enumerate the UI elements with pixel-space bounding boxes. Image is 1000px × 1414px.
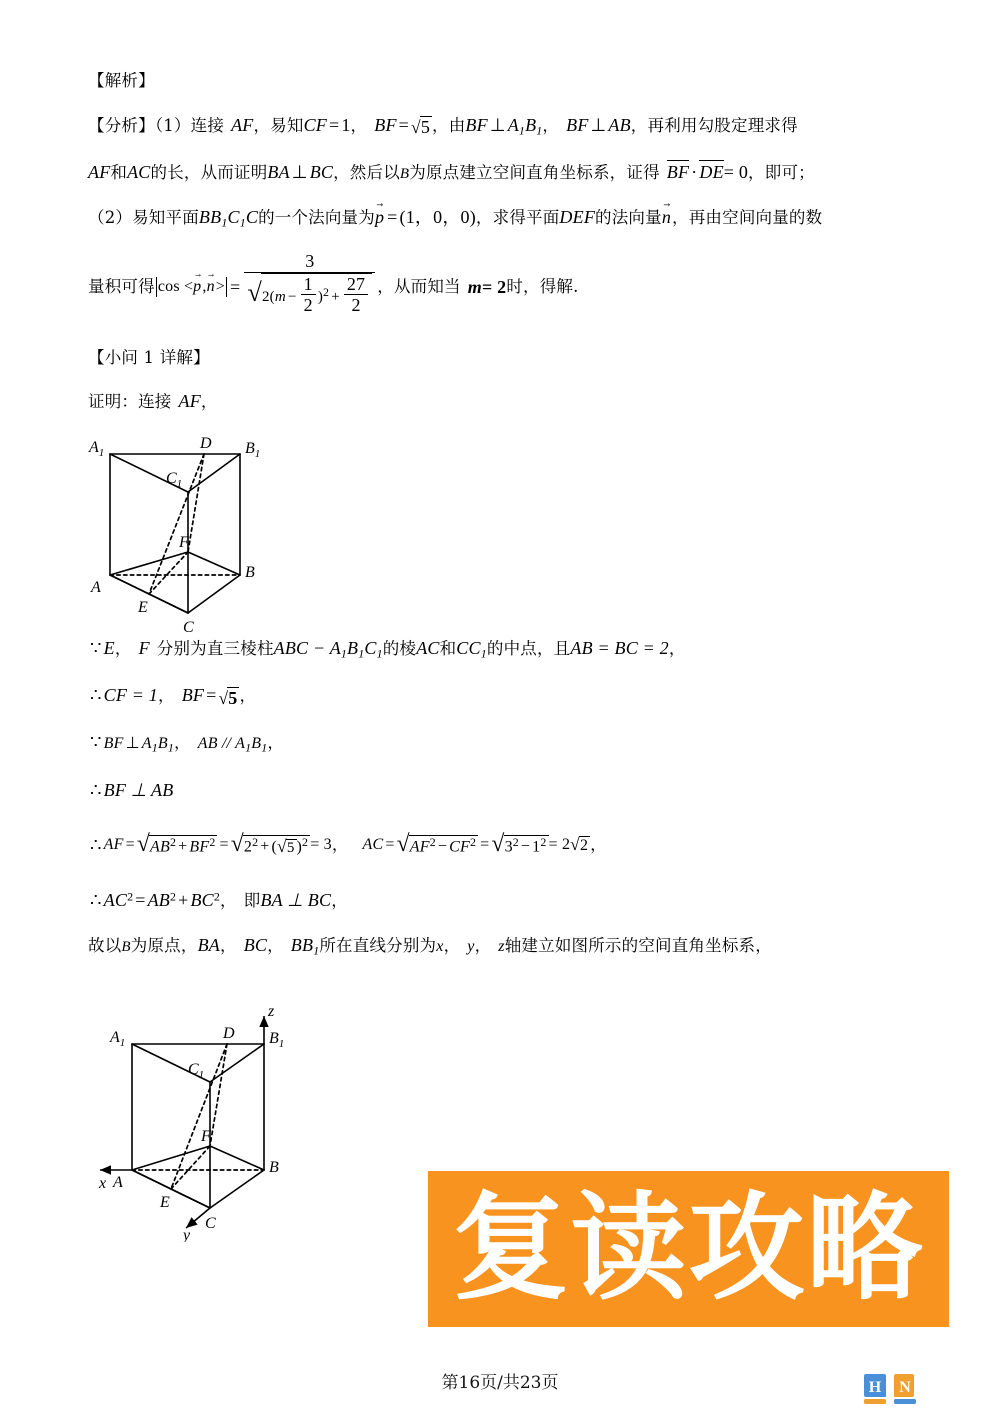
sqrt-ab2-bf2: $√AB^2 + BF^2$: [136, 831, 216, 858]
fig1-label-D: D: [200, 435, 212, 452]
fig2-label-C1: $C_1$: [188, 1061, 205, 1081]
fig2-label-C: C: [205, 1215, 216, 1232]
fig1-label-B1: $B_1$: [245, 440, 261, 460]
inner-sqrt-5: √5: [277, 836, 295, 857]
proof-intro: 证明：连接 AF，: [88, 391, 218, 412]
page-footer: [0, 1368, 1000, 1393]
figure-prism-2-axes: [86, 1000, 326, 1247]
fig2-label-y: y: [183, 1227, 191, 1242]
proof-line-1: ∵ E， F 分别为直三棱柱ABC − $A_1B_1C_1$的棱AC和$CC_1$的中点，且AB = BC = 2，: [90, 637, 686, 661]
logo-letter-h: H: [868, 1379, 882, 1396]
logo-letter-n: N: [899, 1379, 911, 1396]
publisher-logo: [862, 1368, 918, 1408]
fig2-label-E: E: [160, 1194, 170, 1211]
sqrt-5-proof: √5: [218, 687, 238, 708]
proof-line-3: ∵ BF ⊥ $A_1B_1$， AB // $A_1B_1$，: [90, 732, 285, 755]
fig1-label-F: F: [179, 534, 189, 551]
watermark-banner: [428, 1171, 949, 1327]
sqrt-3sq-minus-1sq: $√3^2 - 1^2$: [491, 831, 547, 858]
sqrt-2-final: √2: [570, 834, 589, 855]
abs-bar-right: [226, 277, 227, 297]
fig1-label-C1: $C_1$: [166, 470, 183, 490]
fig2-label-D: D: [223, 1025, 235, 1042]
one-half-fraction: $\frac{1}{2}$: [301, 274, 316, 316]
analysis-header: 【解析】: [88, 71, 155, 90]
fig2-label-x: x: [99, 1175, 107, 1192]
detail-header-1: 【小问 1 详解】: [88, 347, 210, 367]
fig2-label-z: z: [268, 1003, 275, 1020]
watermark-text: 复读攻略: [452, 1181, 925, 1316]
page-number-label: 第16页/共23页: [441, 1373, 559, 1393]
fig2-label-B: B: [269, 1159, 279, 1176]
figure-prism-1: [88, 432, 298, 642]
fig2-label-A1: $A_1$: [110, 1029, 126, 1049]
fig2-label-F: F: [201, 1128, 211, 1145]
fig1-label-A1: $A_1$: [89, 439, 105, 459]
fig1-label-E: E: [138, 599, 148, 616]
fig2-label-B1: $B_1$: [269, 1030, 285, 1050]
twentyseven-halves-fraction: $\frac{27}{2}$: [344, 274, 368, 316]
analysis-part1-line1: 【分析】（1）连接 AF，易知CF = 1， BF = √5 ，由BF ⊥ $A_1B_1$， BF ⊥ AB，再利用勾股定理求得: [88, 114, 798, 138]
cosine-fraction: 3 √2(m − $\frac{1}{2}$ )$^2$ + $\frac{27}{2}$: [244, 251, 375, 318]
analysis-part2-line1: （2）易知平面$BB_1C_1C$的一个法向量为p → = (1，0，0)，求得平面DEF的法向量n →，再由空间向量的数: [88, 208, 918, 229]
fig1-label-A: A: [91, 579, 101, 596]
proof-line-6: ∴ $AC^2 = AB^2 + BC^2$， 即BA ⊥ BC，: [90, 889, 348, 911]
proof-line-7: 故以B为原点，BA， BC， $BB_1$所在直线分别为x， y， z轴建立如图所示的空间直角坐标系，: [88, 934, 772, 957]
analysis-part1-line2: AF和AC的长，从而证明BA ⊥ BC，然后以B为原点建立空间直角坐标系，证得 BF · DE= 0，即可；: [88, 161, 815, 182]
sqrt-denominator: √2(m − $\frac{1}{2}$ )$^2$ + $\frac{27}{2}$: [247, 273, 372, 318]
fig2-label-A: A: [113, 1174, 123, 1191]
proof-line-2: ∴ CF = 1， BF = √5 ，: [90, 685, 257, 708]
abs-bar-left: [156, 277, 157, 297]
sqrt-5: √5: [411, 117, 431, 138]
fig1-label-B: B: [245, 564, 255, 581]
proof-line-5: ∴ AF = $√AB^2 + BF^2$ = $√2^2 + (√5$ )$^2$ = 3 ， AC = $√AF^2 - CF^2$ = $√3^2 - 1^2$ = 2 √2 ，: [90, 831, 607, 858]
analysis-part2-formula: 量积可得 cos < p → , n → > = 3 √2(m − $\frac{1}{2}$ )$^2$ + $\frac{27}{2}$ ，从而知当 m = 2 时，得解.: [88, 251, 918, 323]
proof-line-4: ∴ BF ⊥ AB: [90, 779, 174, 800]
fig1-label-C: C: [183, 619, 194, 636]
sqrt-2sq-plus-sqrt5sq: $√2^2 + (√5$ )$^2$: [230, 831, 309, 858]
sqrt-af2-minus-cf2: $√AF^2 - CF^2$: [396, 831, 477, 858]
